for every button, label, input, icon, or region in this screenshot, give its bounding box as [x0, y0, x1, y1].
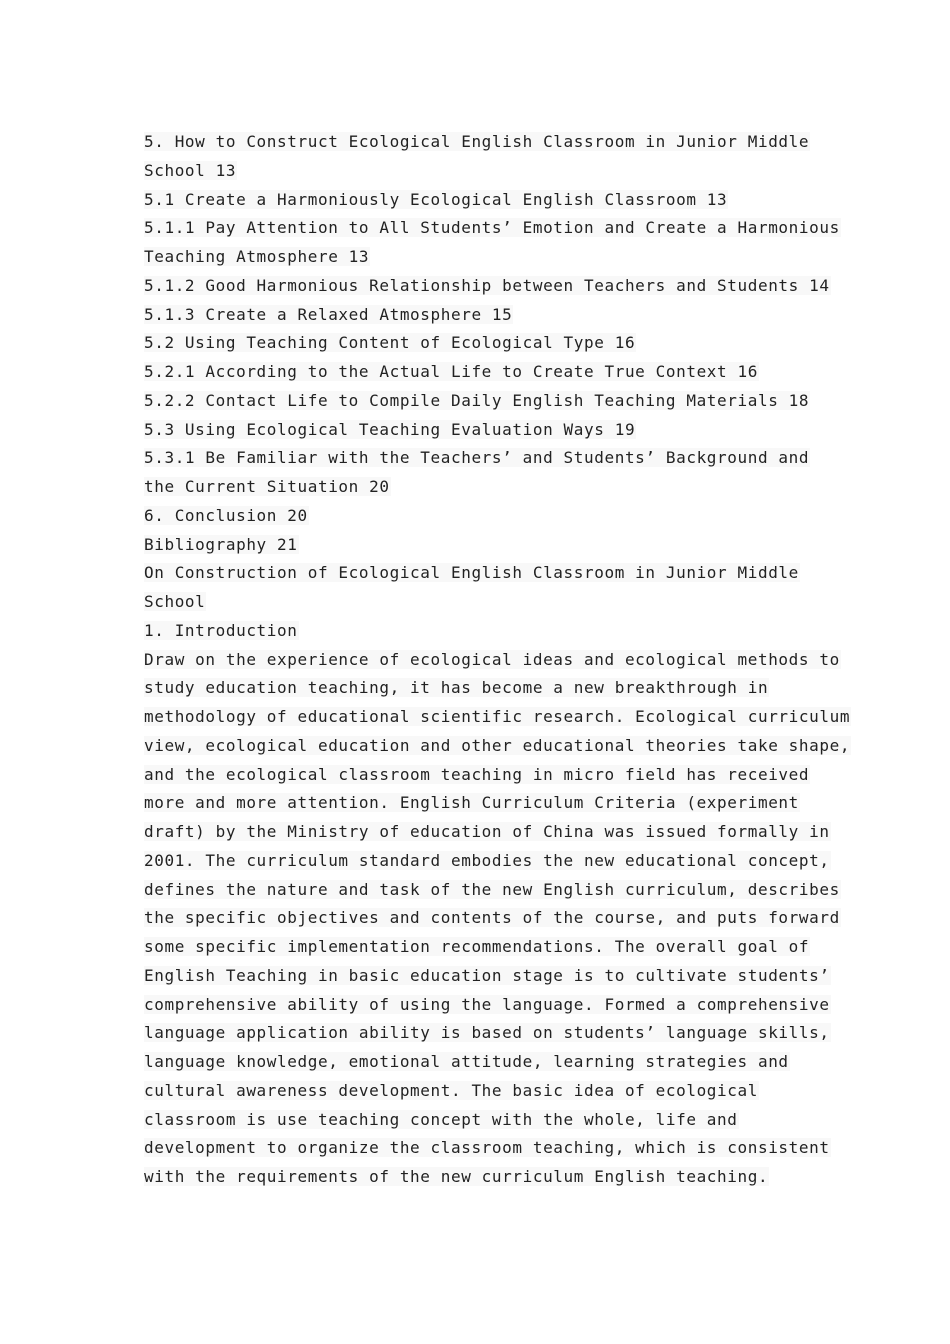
paragraph-line: development to organize the classroom teaching, which is consistent — [144, 1138, 830, 1158]
toc-line: 5.2.2 Contact Life to Compile Daily English Teaching Materials 18 — [144, 390, 810, 410]
toc-line: 5.1 Create a Harmoniously Ecological English Classroom 13 — [144, 189, 728, 209]
paragraph-line: with the requirements of the new curriculum English teaching. — [144, 1167, 769, 1186]
toc-line: 5.3.1 Be Familiar with the Teachers’ and Students’ Background and — [144, 448, 810, 468]
section-heading: 1. Introduction — [144, 620, 298, 640]
paragraph-line: draft) by the Ministry of education of China was issued formally in — [144, 822, 830, 841]
toc-line: 5.1.1 Pay Attention to All Students’ Emotion and Create a Harmonious — [144, 218, 840, 238]
paragraph-line: study education teaching, it has become a new breakthrough in — [144, 678, 769, 698]
toc-line: 5.2 Using Teaching Content of Ecological Type 16 — [144, 333, 636, 353]
paragraph-line: classroom is use teaching concept with the whole, life and — [144, 1109, 738, 1129]
toc-line: 5.1.2 Good Harmonious Relationship between Teachers and Students 14 — [144, 275, 830, 295]
paragraph-line: defines the nature and task of the new English curriculum, describes — [144, 879, 840, 899]
paragraph-line: language application ability is based on students’ language skills, — [144, 1023, 830, 1043]
toc-line: 5. How to Construct Ecological English Classroom in Junior Middle — [144, 132, 810, 151]
toc-line: 5.3 Using Ecological Teaching Evaluation Ways 19 — [144, 419, 636, 439]
title-line: On Construction of Ecological English Classroom in Junior Middle — [144, 563, 799, 583]
paragraph-line: methodology of educational scientific research. Ecological curriculum — [144, 707, 851, 726]
paragraph-line: Draw on the experience of ecological ideas and ecological methods to — [144, 649, 840, 669]
toc-line: 5.1.3 Create a Relaxed Atmosphere 15 — [144, 304, 513, 324]
paragraph-line: more and more attention. English Curriculum Criteria (experiment — [144, 793, 799, 813]
toc-line: 5.2.1 According to the Actual Life to Create True Context 16 — [144, 362, 758, 381]
paragraph-line: language knowledge, emotional attitude, learning strategies and — [144, 1052, 789, 1071]
paragraph-line: English Teaching in basic education stage is to cultivate students’ — [144, 965, 830, 985]
toc-line: Teaching Atmosphere 13 — [144, 247, 370, 266]
paragraph-line: some specific implementation recommendations. The overall goal of — [144, 937, 810, 956]
toc-line: the Current Situation 20 — [144, 477, 390, 496]
title-line: School — [144, 592, 206, 611]
paragraph-line: the specific objectives and contents of the course, and puts forward — [144, 908, 840, 928]
paragraph-line: comprehensive ability of using the language. Formed a comprehensive — [144, 994, 830, 1014]
toc-line: School 13 — [144, 160, 237, 180]
paragraph-line: cultural awareness development. The basic idea of ecological — [144, 1080, 758, 1100]
toc-line: 6. Conclusion 20 — [144, 505, 308, 525]
paragraph-line: view, ecological education and other educational theories take shape, — [144, 735, 851, 755]
paragraph-line: 2001. The curriculum standard embodies the new educational concept, — [144, 850, 830, 870]
toc-line: Bibliography 21 — [144, 534, 298, 554]
paragraph-line: and the ecological classroom teaching in micro field has received — [144, 764, 810, 784]
document-body — [144, 128, 851, 1192]
